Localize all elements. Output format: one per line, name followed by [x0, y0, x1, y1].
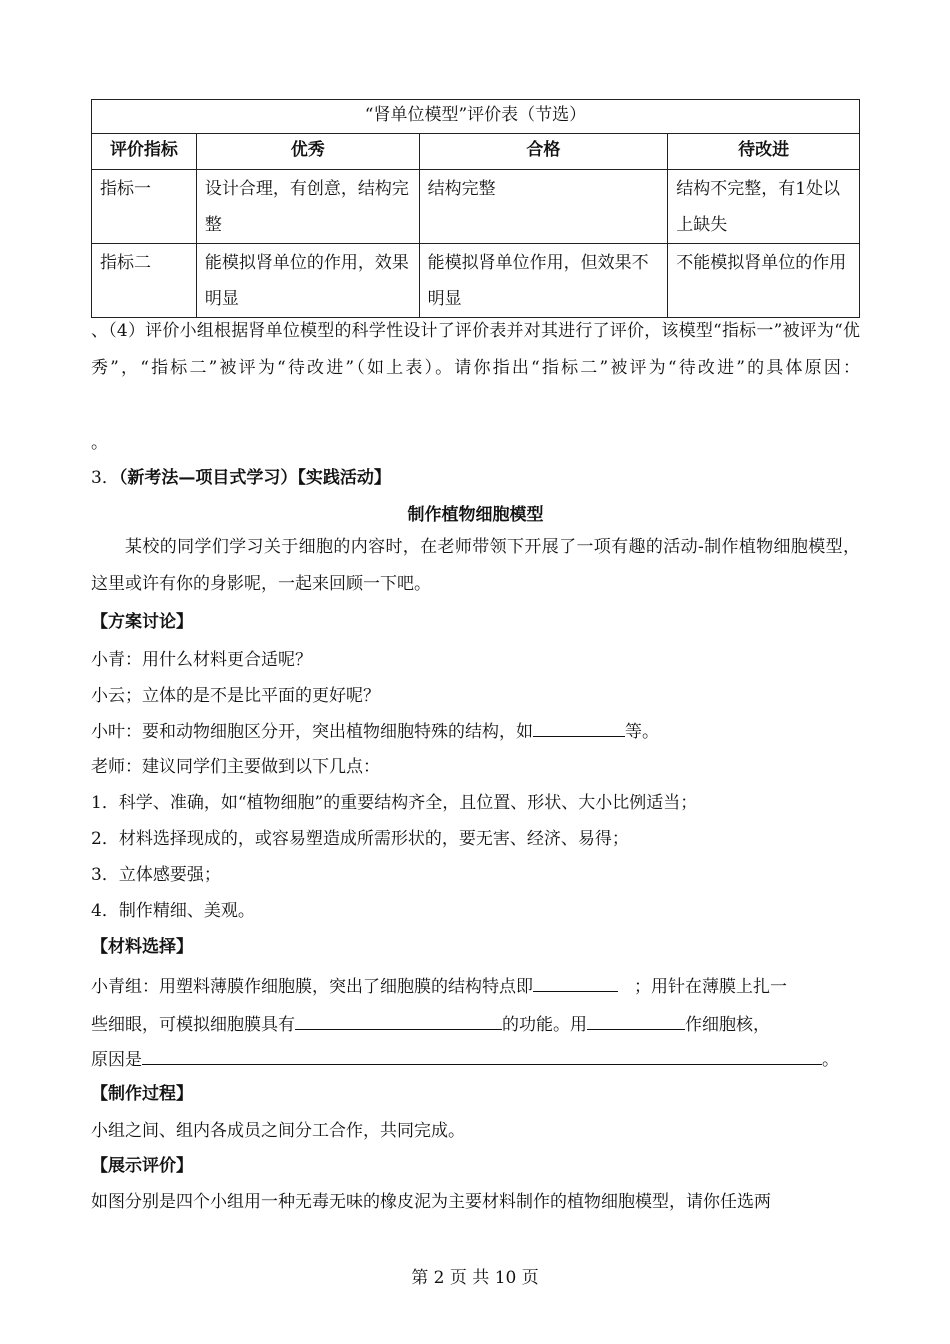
dialogue-xiaoye	[91, 718, 659, 744]
table-cell: 结构不完整，有1处以上缺失	[668, 170, 860, 244]
materials-text: 小青组：用塑料薄膜作细胞膜，突出了细胞膜的结构特点即	[91, 977, 533, 997]
question-3-heading	[91, 466, 391, 490]
requirement-item: 1．科学、准确，如“植物细胞”的重要结构齐全，且位置、形状、大小比例适当；	[91, 793, 698, 813]
table-cell: 能模拟肾单位作用，但效果不明显	[419, 244, 668, 318]
question-4-text: 、（4）评价小组根据肾单位模型的科学性设计了评价表并对其进行了评价，该模型“指标一”被评为“优秀”，“指标二”被评为“待改进”（如上表）。请你指出“指标二”被评为“待改进”的具体原因：	[91, 321, 860, 378]
materials-line-1	[91, 973, 787, 999]
table-header-cell: 优秀	[196, 134, 419, 170]
question-tag: （新考法—项目式学习）【实践活动】	[118, 468, 391, 488]
dialogue-xiaoyun: 小云；立体的是不是比平面的更好呢？	[91, 686, 380, 706]
table-header-cell: 待改进	[668, 134, 860, 170]
materials-text: 些细眼，可模拟细胞膜具有	[91, 1015, 295, 1035]
section-heading-display: 【展示评价】	[91, 1156, 193, 1176]
table-cell: 能模拟肾单位的作用，效果明显	[196, 244, 419, 318]
table-cell: 结构完整	[419, 170, 668, 244]
table-cell: 设计合理，有创意，结构完整	[196, 170, 419, 244]
dialogue-xiaoye-text: 小叶：要和动物细胞区分开，突出植物细胞特殊的结构，如	[91, 722, 533, 742]
materials-text: 。	[822, 1050, 839, 1070]
answer-blank[interactable]	[533, 718, 625, 737]
dialogue-xiaoye-end: 等。	[625, 722, 659, 742]
process-text: 小组之间、组内各成员之间分工合作，共同完成。	[91, 1121, 465, 1141]
table-row	[92, 244, 860, 318]
section-heading-process: 【制作过程】	[91, 1084, 193, 1104]
activity-title: 制作植物细胞模型	[407, 505, 544, 525]
table-header-cell: 评价指标	[92, 134, 197, 170]
question-number: 3．	[91, 468, 119, 488]
materials-line-2	[91, 1011, 770, 1037]
page-footer: 第 2 页 共 10 页	[411, 1268, 539, 1288]
table-cell: 指标二	[92, 244, 197, 318]
table-caption: “肾单位模型”评价表（节选）	[92, 100, 860, 134]
answer-blank[interactable]	[587, 1011, 685, 1030]
requirement-item: 4．制作精细、美观。	[91, 901, 255, 921]
table-row	[92, 170, 860, 244]
materials-text: 原因是	[91, 1050, 142, 1070]
dialogue-teacher: 老师：建议同学们主要做到以下几点：	[91, 757, 380, 777]
intro-paragraph: 某校的同学们学习关于细胞的内容时，在老师带领下开展了一项有趣的活动-制作植物细胞模型，这里或许有你的身影呢，一起来回顾一下吧。	[91, 537, 860, 594]
evaluation-table	[91, 99, 860, 318]
materials-text: 作细胞核，	[685, 1015, 770, 1035]
materials-line-3	[91, 1046, 839, 1072]
table-header-cell: 合格	[419, 134, 668, 170]
section-heading-discussion: 【方案讨论】	[91, 612, 193, 632]
dialogue-xiaoqing: 小青：用什么材料更合适呢？	[91, 650, 312, 670]
answer-blank[interactable]	[295, 1011, 502, 1030]
section-heading-materials: 【材料选择】	[91, 937, 193, 957]
materials-text: 的功能。用	[502, 1015, 587, 1035]
materials-text: ；用针在薄膜上扎一	[634, 977, 787, 997]
display-text: 如图分别是四个小组用一种无毒无味的橡皮泥为主要材料制作的植物细胞模型，请你任选两	[91, 1192, 771, 1212]
requirement-item: 2．材料选择现成的，或容易塑造成所需形状的，要无害、经济、易得；	[91, 829, 629, 849]
question-4-end: 。	[91, 433, 108, 453]
table-cell: 不能模拟肾单位的作用	[668, 244, 860, 318]
answer-blank[interactable]	[533, 973, 618, 992]
table-cell: 指标一	[92, 170, 197, 244]
answer-blank[interactable]	[142, 1046, 822, 1065]
requirement-item: 3．立体感要强；	[91, 865, 221, 885]
